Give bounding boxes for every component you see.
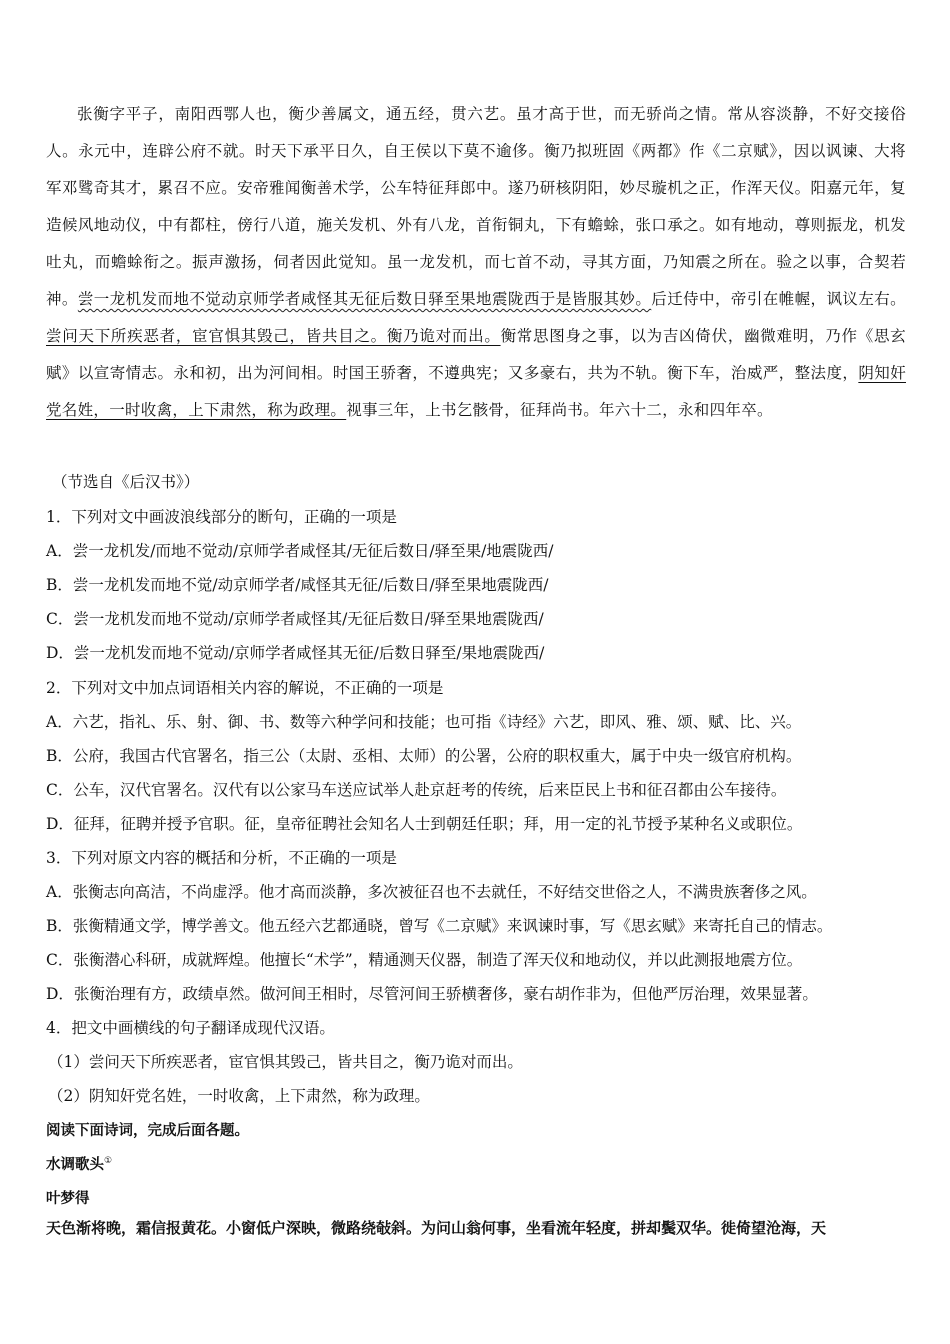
question-3-option-d: D．张衡治理有方，政绩卓然。做河间王相时，尽管河间王骄横奢侈，豪右胡作非为，但他严厉治理，效果显著。 — [46, 985, 818, 1003]
question-3-option-a: A．张衡志向高洁，不尚虚浮。他才高而淡静，多次被征召也不去就任，不好结交世俗之人，不满贵族奢侈之风。 — [46, 883, 817, 901]
passage-paragraph — [46, 96, 906, 429]
question-1-stem: 1．下列对文中画波浪线部分的断句，正确的一项是 — [46, 508, 397, 526]
poem-author: 叶梦得 — [46, 1191, 90, 1207]
question-4-stem: 4．把文中画横线的句子翻译成现代汉语。 — [46, 1019, 335, 1037]
question-2-stem: 2．下列对文中加点词语相关内容的解说，不正确的一项是 — [46, 679, 444, 697]
passage-text: 衡常思图身之事，以为吉凶倚伏，幽微难明，乃作《思玄赋》以宣寄情志。永和初，出为河间相。时国王骄奢，不遵典宪；又多豪右，共为不轨。衡下车，治威严，整法度， — [46, 327, 906, 382]
passage-text: 后迁侍中，帝引在帷幄，讽议左右。 — [651, 290, 906, 308]
question-1-option-c: C．尝一龙机发而地不觉动/京师学者咸怪其/无征后数日/驿至果地震陇西/ — [46, 610, 544, 628]
passage-text: 张衡字平子，南阳西鄂人也，衡少善属文，通五经，贯六艺。虽才高于世，而无骄尚之情。常从容淡静，不好交接俗人。永元中，连辟公府不就。时天下承平日久，自王侯以下莫不逾侈。衡乃拟班固《两都》作《二京赋》，因以讽谏、大将军邓骘奇其才，累召不应。安帝雅闻衡善术学，公车特征拜郎中。遂乃研核阴阳，妙尽璇机之正，作浑天仪。阳嘉元年，复造候风地动仪，中有都柱，傍行八道，施关发机、外有八龙，首衔铜丸，下有蟾蜍，张口承之。如有地动，尊则振龙，机发吐丸，而蟾蜍衔之。振声激扬，伺者因此觉知。虽一龙发机，而七首不动，寻其方面，乃知震之所在。验之以事，合契若神。 — [46, 105, 906, 308]
question-2-option-b: B．公府，我国古代官署名，指三公（太尉、丞相、太师）的公署，公府的职权重大，属于中央一级官府机构。 — [46, 747, 802, 765]
question-1-option-a: A．尝一龙机发/而地不觉动/京师学者咸怪其/无征后数日/驿至果/地震陇西/ — [46, 542, 554, 560]
classical-passage — [46, 96, 906, 429]
passage-text: 视事三年，上书乞骸骨，征拜尚书。年六十二，永和四年卒。 — [346, 401, 773, 419]
poem-title — [46, 1153, 112, 1174]
underlined-sentence-1: 尝问天下所疾恶者，宦官惧其毁己，皆共目之。衡乃诡对而出。 — [46, 327, 501, 345]
question-2-option-d: D．征拜，征聘并授予官职。征，皇帝征聘社会知名人士到朝廷任职；拜，用一定的礼节授予某种名义或职位。 — [46, 815, 803, 833]
question-1-option-d: D．尝一龙机发而地不觉动/京师学者咸怪其无征/后数日驿至/果地震陇西/ — [46, 644, 545, 662]
question-2-option-a: A．六艺，指礼、乐、射、御、书、数等六种学问和技能；也可指《诗经》六艺，即风、雅、颂、赋、比、兴。 — [46, 713, 802, 731]
source-citation: （节选自《后汉书》） — [52, 473, 200, 491]
footnote-marker: ① — [104, 1156, 113, 1167]
poem-title-text: 水调歌头 — [46, 1157, 104, 1173]
question-4-part-2: （2）阴知奸党名姓，一时收禽，上下肃然，称为政理。 — [48, 1087, 430, 1105]
question-3-stem: 3．下列对原文内容的概括和分析，不正确的一项是 — [46, 849, 397, 867]
underlined-sentence-2: 阴知奸党名姓，一时收禽，上下肃然，称为政理。 — [46, 364, 906, 419]
question-3-option-c: C．张衡潜心科研，成就辉煌。他擅长“术学”，精通测天仪器，制造了浑天仪和地动仪，并以此测报地震方位。 — [46, 951, 803, 969]
question-1-option-b: B．尝一龙机发而地不觉/动京师学者/咸怪其无征/后数日/驿至果地震陇西/ — [46, 576, 549, 594]
question-4-part-1: （1）尝问天下所疾恶者，宦官惧其毁己，皆共目之，衡乃诡对而出。 — [48, 1053, 523, 1071]
wavy-underlined-sentence: 尝一龙机发而地不觉动京师学者咸怪其无征后数日驿至果地震陇西于是皆服其妙。 — [77, 290, 652, 308]
question-3-option-b: B．张衡精通文学，博学善文。他五经六艺都通晓，曾写《二京赋》来讽谏时事，写《思玄赋》来寄托自己的情志。 — [46, 917, 833, 935]
section-instruction: 阅读下面诗词，完成后面各题。 — [46, 1123, 249, 1139]
poem-text: 天色渐将晚，霜信报黄花。小窗低户深映，微路绕敧斜。为问山翁何事，坐看流年轻度，拼却鬓双华。徙倚望沧海，天 — [46, 1219, 827, 1237]
question-2-option-c: C．公车，汉代官署名。汉代有以公家马车送应试举人赴京赶考的传统，后来臣民上书和征召都由公车接待。 — [46, 781, 787, 799]
